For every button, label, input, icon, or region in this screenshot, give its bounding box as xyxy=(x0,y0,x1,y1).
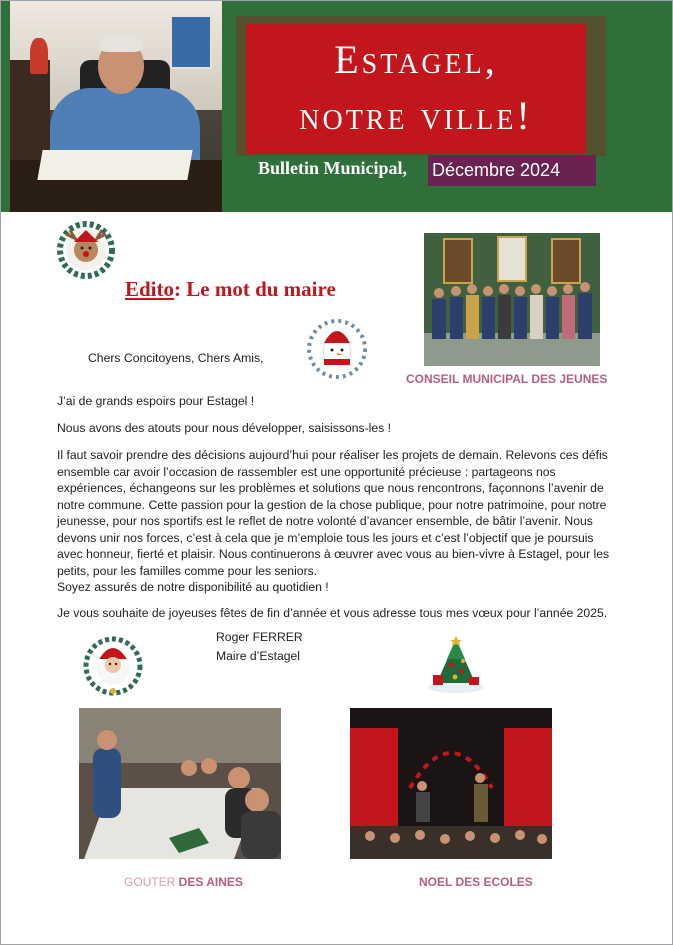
noel-ecoles-photo xyxy=(350,708,552,859)
caption-aines-part1: GOUTER xyxy=(124,875,179,889)
mayor-photo xyxy=(10,0,222,212)
edito-subtitle: : Le mot du maire xyxy=(174,277,336,301)
signature-title: Maire d’Estagel xyxy=(216,649,300,663)
title-line-1: Estagel, xyxy=(334,37,498,82)
snowman-ornament-icon xyxy=(302,315,372,381)
caption-aines xyxy=(124,875,243,889)
caption-conseil: CONSEIL MUNICIPAL DES JEUNES xyxy=(406,372,608,386)
paragraph-line: notre commune. Cette passion pour la gestion de la chose publique, pour notre patrimoine, pour notre xyxy=(57,497,607,512)
letter-paragraph-2: Nous avons des atouts pour nous développer, saisissons-les ! xyxy=(57,421,391,435)
gouter-aines-photo xyxy=(79,708,281,859)
letter-paragraph-3 xyxy=(57,447,629,596)
edito-title xyxy=(125,277,336,302)
caption-noel: NOEL DES ECOLES xyxy=(419,875,533,889)
paragraph-line: avec honneur, fierté et plaisir. Nous continuerons à œuvrer avec vous au bien-vivre à Estagel, pour les xyxy=(57,547,610,561)
paragraph-line: devons unir nos forces, c’est à cela que je m’emploie tous les jours et c’est l’objectif que je poursuis xyxy=(57,530,594,545)
paragraph-line: expériences, échangeons sur les problèmes et solutions que nous rencontrons, façonnons l’avenir de xyxy=(57,481,604,495)
reindeer-ornament-icon xyxy=(52,220,120,280)
paragraph-line: jeunesse, pour nos sportifs est le reflet de notre volonté d’avancer ensemble, de bâtir l’avenir. Nous xyxy=(57,514,593,528)
conseil-jeunes-photo xyxy=(424,233,600,366)
edito-label: Edito xyxy=(125,277,175,301)
caption-aines-part2: DES AINES xyxy=(178,875,243,889)
bulletin-date: Décembre 2024 xyxy=(432,160,561,180)
paragraph-line: petits, pour les familles comme pour les seniors. xyxy=(57,563,318,578)
paragraph-line: ensemble car avoir l’occasion de rassembler est une opportunité précieuse : partageons nos xyxy=(57,464,556,479)
letter-greeting: Chers Concitoyens, Chers Amis, xyxy=(88,351,264,365)
santa-ornament-icon xyxy=(82,635,144,697)
christmas-tree-ornament-icon xyxy=(425,635,487,695)
signature-name: Roger FERRER xyxy=(216,630,303,644)
bulletin-subtitle: Bulletin Municipal, xyxy=(258,158,408,178)
paragraph-line: Soyez assurés de notre disponibilité au quotidien ! xyxy=(57,580,329,594)
paragraph-line: Il faut savoir prendre des décisions aujourd’hui pour réaliser les projets de demain. Relevons ces défis xyxy=(57,448,608,462)
title-line-2: notre ville! xyxy=(299,93,533,138)
letter-paragraph-4: Je vous souhaite de joyeuses fêtes de fin d’année et vous adresse tous mes vœux pour l’année 2025. xyxy=(57,606,608,620)
letter-paragraph-1: J’ai de grands espoirs pour Estagel ! xyxy=(57,394,255,408)
